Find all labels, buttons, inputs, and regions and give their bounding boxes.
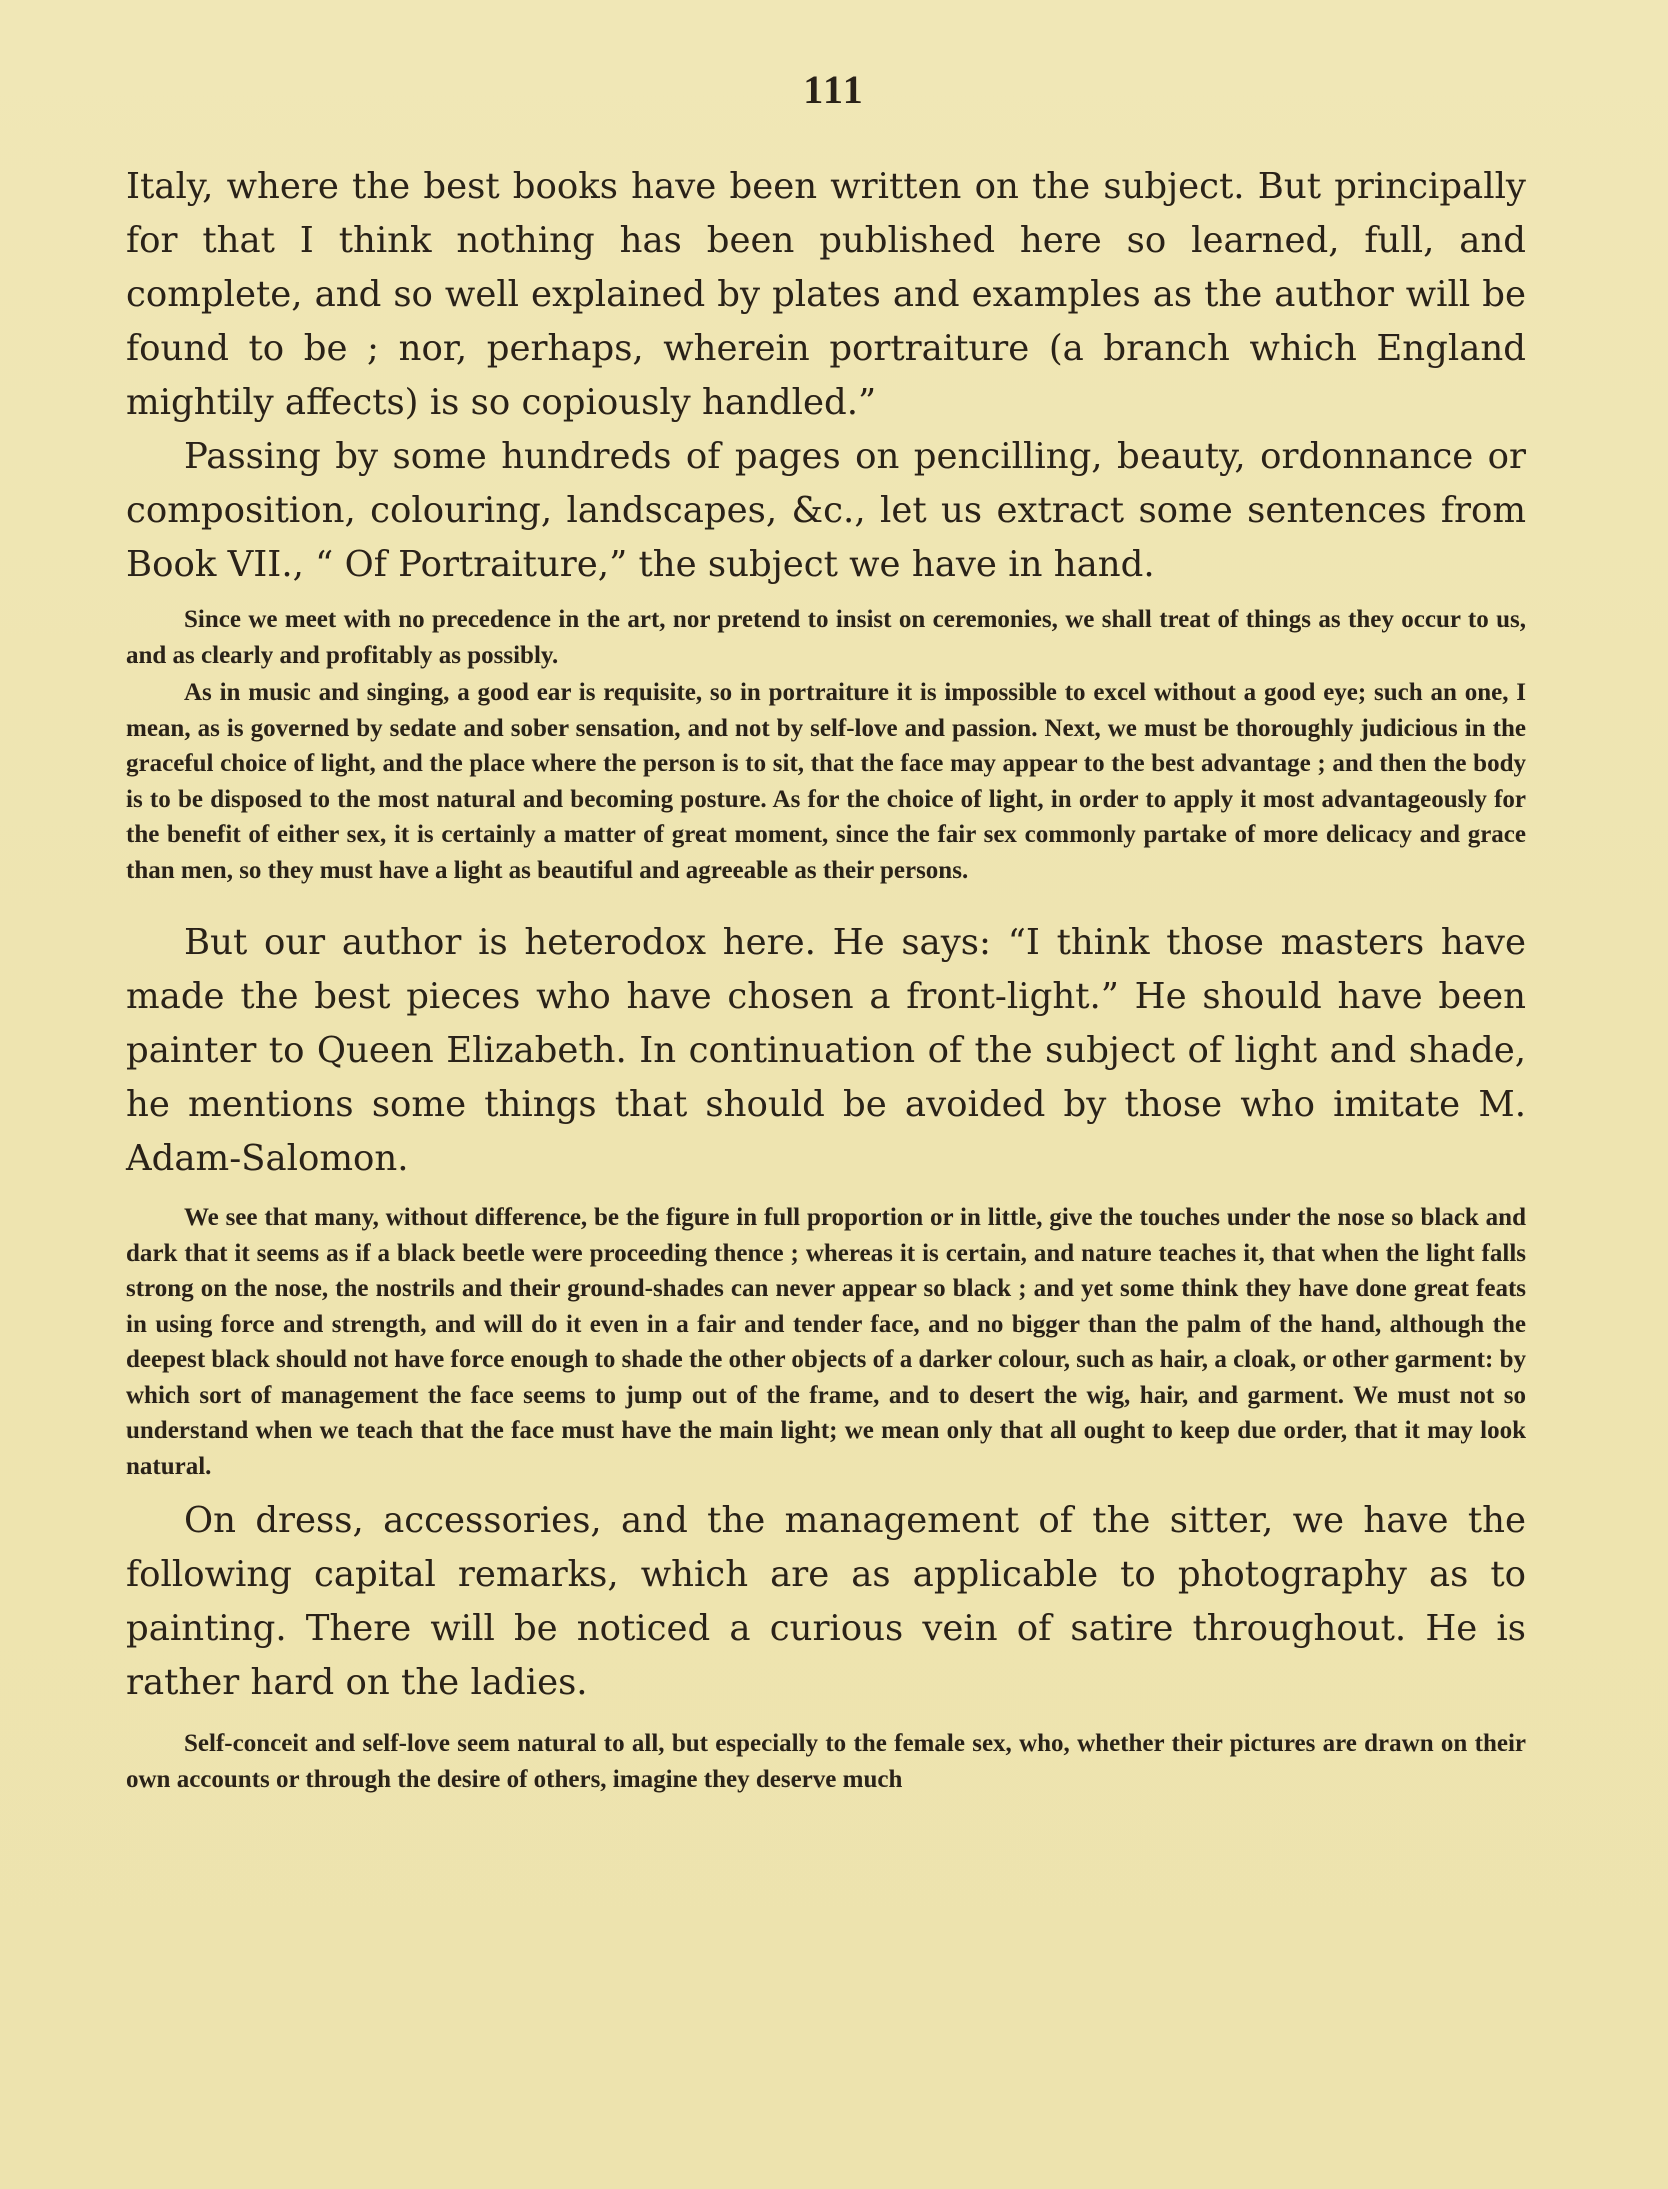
paragraph-heterodox: But our author is heterodox here. He says: “I think those masters have made the best pieces who have chosen a front-light.” He should have been painter to Queen Elizabeth. In continuation of the subject of light and shade, he mentions some things that should be avoided by those who imitate M. Adam-Salomon. <box>126 922 1526 1179</box>
paragraph-passing-by: Passing by some hundreds of pages on pencilling, beauty, ordonnance or composition, colouring, landscapes, &c., let us extract some sentences from Book VII., “ Of Portraiture,” the subject we have in hand. <box>126 436 1526 585</box>
paragraph-dress-accessories: On dress, accessories, and the management of the sitter, we have the following capital remarks, which are as applicable to photography as to painting. There will be noticed a curious vein of satire throughout. He is rather hard on the ladies. <box>126 1500 1526 1703</box>
quote-black-beetle: We see that many, without difference, be the figure in full proportion or in little, give the touches under the nose so black and dark that it seems as if a black beetle were proceeding thence ; whereas it is certain, and nature teaches it, that when the light falls strong on the nose, the nostrils and their ground-shades can never appear so black ; and yet some think they have done great feats in using force and strength, and will do it even in a fair and tender face, and no bigger than the palm of the hand, although the deepest black should not have force enough to shade the other objects of a darker colour, such as hair, a cloak, or other garment: by which sort of management the face seems to jump out of the frame, and to desert the wig, hair, and garment. We must not so understand when we teach that the face must have the main light; we mean only that all ought to keep due order, that it may look natural. <box>126 1204 1526 1480</box>
quote-music-and-singing: As in music and singing, a good ear is requisite, so in portraiture it is impossible to excel without a good eye; such an one, I mean, as is governed by sedate and sober sensation, and not by self-love and passion. Next, we must be thoroughly judicious in the graceful choice of light, and the place where the person is to sit, that the face may appear to the best advantage ; and then the body is to be disposed to the most natural and becoming posture. As for the choice of light, in order to apply it most advantageously for the benefit of either sex, it is certainly a matter of great moment, since the fair sex commonly partake of more delicacy and grace than men, so they must have a light as beautiful and agreeable as their persons. <box>126 679 1526 884</box>
quote-self-conceit: Self-conceit and self-love seem natural to all, but especially to the female sex, who, whether their pictures are drawn on their own accounts or through the desire of others, imagine they deserve much <box>126 1730 1526 1793</box>
page-content <box>126 160 1526 1797</box>
paragraph-continuation: Italy, where the best books have been written on the subject. But principally for that I think nothing has been published here so learned, full, and complete, and so well explained by plates and examples as the author will be found to be ; nor, perhaps, wherein portraiture (a branch which England mightily affects) is so copiously handled.” <box>126 166 1526 423</box>
quote-precedence: Since we meet with no precedence in the art, nor pretend to insist on ceremonies, we shall treat of things as they occur to us, and as clearly and profitably as possibly. <box>126 606 1526 669</box>
page-number: 111 <box>803 67 865 112</box>
